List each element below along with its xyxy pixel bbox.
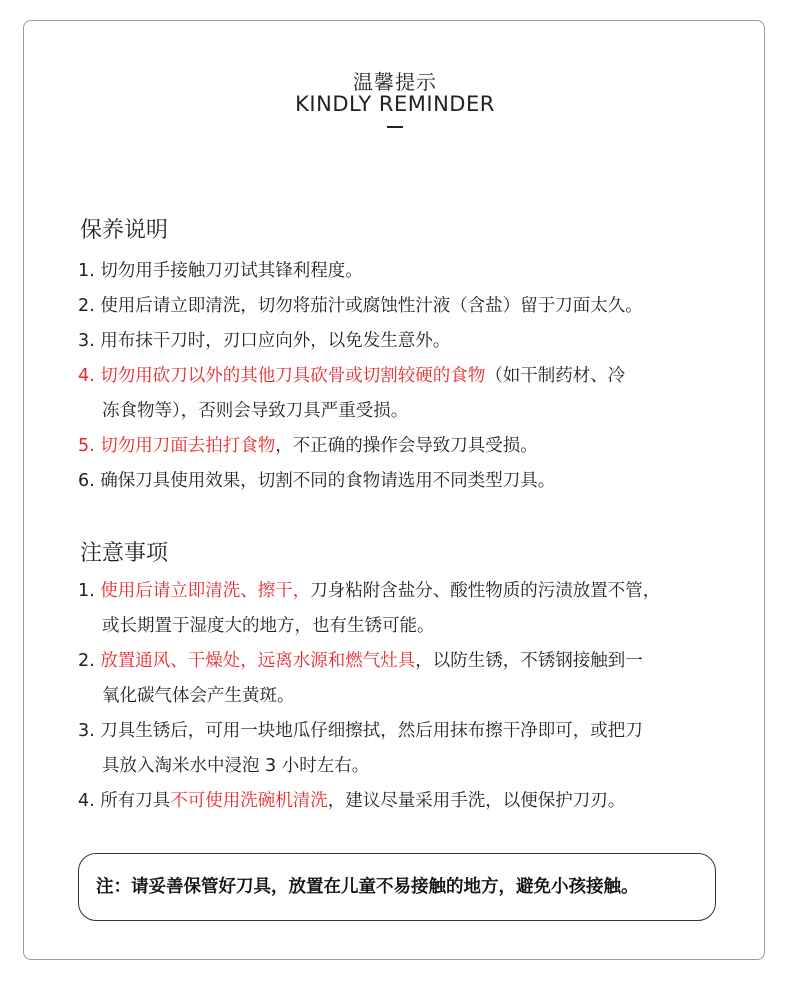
item-text: 使用后请立即清洗，切勿将茄汁或腐蚀性汁液（含盐）留于刀面太久。 (100, 296, 643, 316)
item-text: 刀具生锈后，可用一块地瓜仔细擦拭，然后用抹布擦干净即可，或把刀 (100, 721, 643, 741)
item-text: 用布抹干刀时，刃口应向外，以免发生意外。 (100, 331, 451, 351)
cautions-heading: 注意事项 (80, 541, 169, 566)
item-warning-text: 切勿用砍刀以外的其他刀具砍骨或切割较硬的食物 (100, 366, 486, 386)
caution-item-2-continuation: 氧化碳气体会产生黄斑。 (102, 686, 295, 706)
item-text-prefix: 所有刀具 (100, 791, 171, 811)
caution-item-1 (78, 580, 660, 602)
caution-item-4 (78, 790, 625, 812)
item-number: 1. (78, 261, 95, 281)
safety-note-text: 注：请妥善保管好刀具，放置在儿童不易接触的地方，避免小孩接触。 (96, 877, 639, 897)
item-number: 4. (78, 791, 95, 811)
item-number: 3. (78, 331, 95, 351)
item-number: 4. (78, 366, 95, 386)
item-text: ，不正确的操作会导致刀具受损。 (275, 436, 538, 456)
item-warning-text: 不可使用洗碗机清洗 (170, 791, 328, 811)
maintenance-item-4-continuation: 冻食物等），否则会导致刀具严重受损。 (102, 401, 409, 421)
item-number: 1. (78, 581, 95, 601)
maintenance-item-5 (78, 435, 538, 457)
item-number: 2. (78, 296, 95, 316)
maintenance-item-2 (78, 295, 643, 317)
item-number: 5. (78, 436, 95, 456)
item-text: 确保刀具使用效果，切割不同的食物请选用不同类型刀具。 (100, 471, 556, 491)
item-text: ，建议尽量采用手洗，以便保护刀刃。 (327, 791, 626, 811)
maintenance-heading: 保养说明 (80, 218, 169, 243)
caution-item-1-continuation: 或长期置于湿度大的地方，也有生锈可能。 (102, 616, 435, 636)
caution-item-3 (78, 720, 643, 742)
item-number: 6. (78, 471, 95, 491)
maintenance-item-6 (78, 470, 555, 492)
title-divider (387, 126, 403, 128)
page-subtitle: KINDLY REMINDER (295, 92, 495, 116)
caution-item-3-continuation: 具放入淘米水中浸泡 3 小时左右。 (102, 756, 370, 776)
item-text: （如干制药材、冷 (485, 366, 626, 386)
item-warning-text: 使用后请立即清洗、擦干， (100, 581, 311, 601)
item-number: 2. (78, 651, 95, 671)
page-title: 温馨提示 (353, 70, 437, 94)
item-warning-text: 放置通风、干燥处，远离水源和燃气灶具 (100, 651, 416, 671)
maintenance-item-4 (78, 365, 625, 387)
item-text: 切勿用手接触刀刃试其锋利程度。 (100, 261, 363, 281)
caution-item-2 (78, 650, 643, 672)
item-number: 3. (78, 721, 95, 741)
maintenance-item-1 (78, 260, 363, 282)
item-text: ，以防生锈，不锈钢接触到一 (415, 651, 643, 671)
item-warning-text: 切勿用刀面去拍打食物 (100, 436, 276, 456)
maintenance-item-3 (78, 330, 450, 352)
item-text: 刀身粘附含盐分、酸性物质的污渍放置不管， (310, 581, 661, 601)
